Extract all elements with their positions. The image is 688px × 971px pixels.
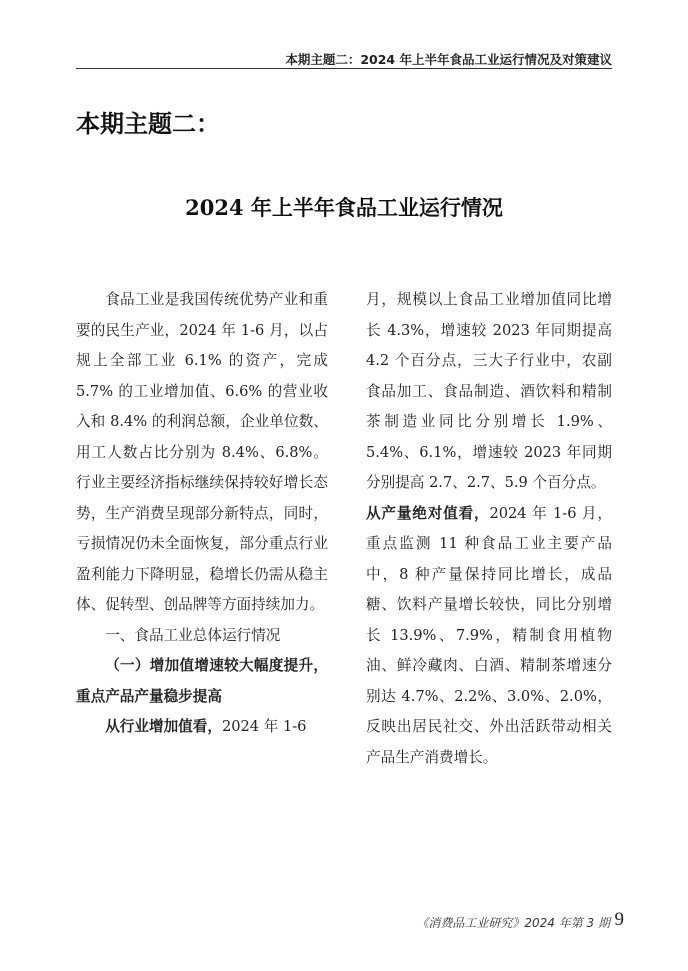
header-rule [76, 68, 612, 69]
intro-paragraph: 食品工业是我国传统优势产业和重要的民生产业，2024 年 1-6 月，以占规上全部工业 6.1% 的资产，完成 5.7% 的工业增加值、6.6% 的营业收入和 8.4% 的利润总额，企业单位数、用工人数占比分别为 8.4%、6.8%。行业主要经济指标继续保持较好增长态势，生产消费呈现部分新特点，同时，亏损情况仍未全面恢复，部分重点行业盈利能力下降明显，稳增长仍需从稳主体、促转型、创品牌等方面持续加力。 [76, 291, 328, 613]
running-header: 本期主题二：2024 年上半年食品工业运行情况及对策建议 [285, 52, 612, 67]
value-added-paragraph: 月，规模以上食品工业增加值同比增长 4.3%，增速较 2023 年同期提高 4.2 个百分点，三大子行业中，农副食品加工、食品制造、酒饮料和精制茶制造业同比分别增长 1.9%、5.4%、6.1%，增速较 2023 年同期分别提高 2.7、2.7、5.9 个百分点。 [366, 291, 612, 491]
heading-level-1: 一、食品工业总体运行情况 [105, 626, 281, 644]
section-heading: 本期主题二： [76, 110, 220, 138]
output-text: 2024 年 1-6 月，重点监测 11 种食品工业主要产品中，8 种产量保持同比增长，成品糖、饮料产量增长较快，同比分别增长 13.9%、7.9%，精制食用植物油、鲜冷藏肉、白酒、精制茶增速分别达 4.7%、2.2%、3.0%、2.0%，反映出居民社交、外出活跃带动相关产品生产消费增长。 [366, 504, 612, 766]
page-number: 9 [614, 909, 624, 930]
heading-level-2: （一）增加值增速较大幅度提升，重点产品产量稳步提高 [76, 657, 328, 705]
journal-footer: 《消费品工业研究》2024 年第 3 期 [416, 916, 610, 930]
output-paragraph [366, 499, 612, 774]
lead-paragraph [76, 712, 328, 743]
article-title: 2024 年上半年食品工业运行情况 [185, 195, 503, 220]
lead-bold-phrase: 从行业增加值看， [105, 718, 222, 735]
right-column [366, 285, 612, 773]
output-bold-phrase: 从产量绝对值看， [366, 504, 490, 522]
left-column [76, 285, 328, 743]
lead-text: 2024 年 1-6 [221, 718, 307, 735]
